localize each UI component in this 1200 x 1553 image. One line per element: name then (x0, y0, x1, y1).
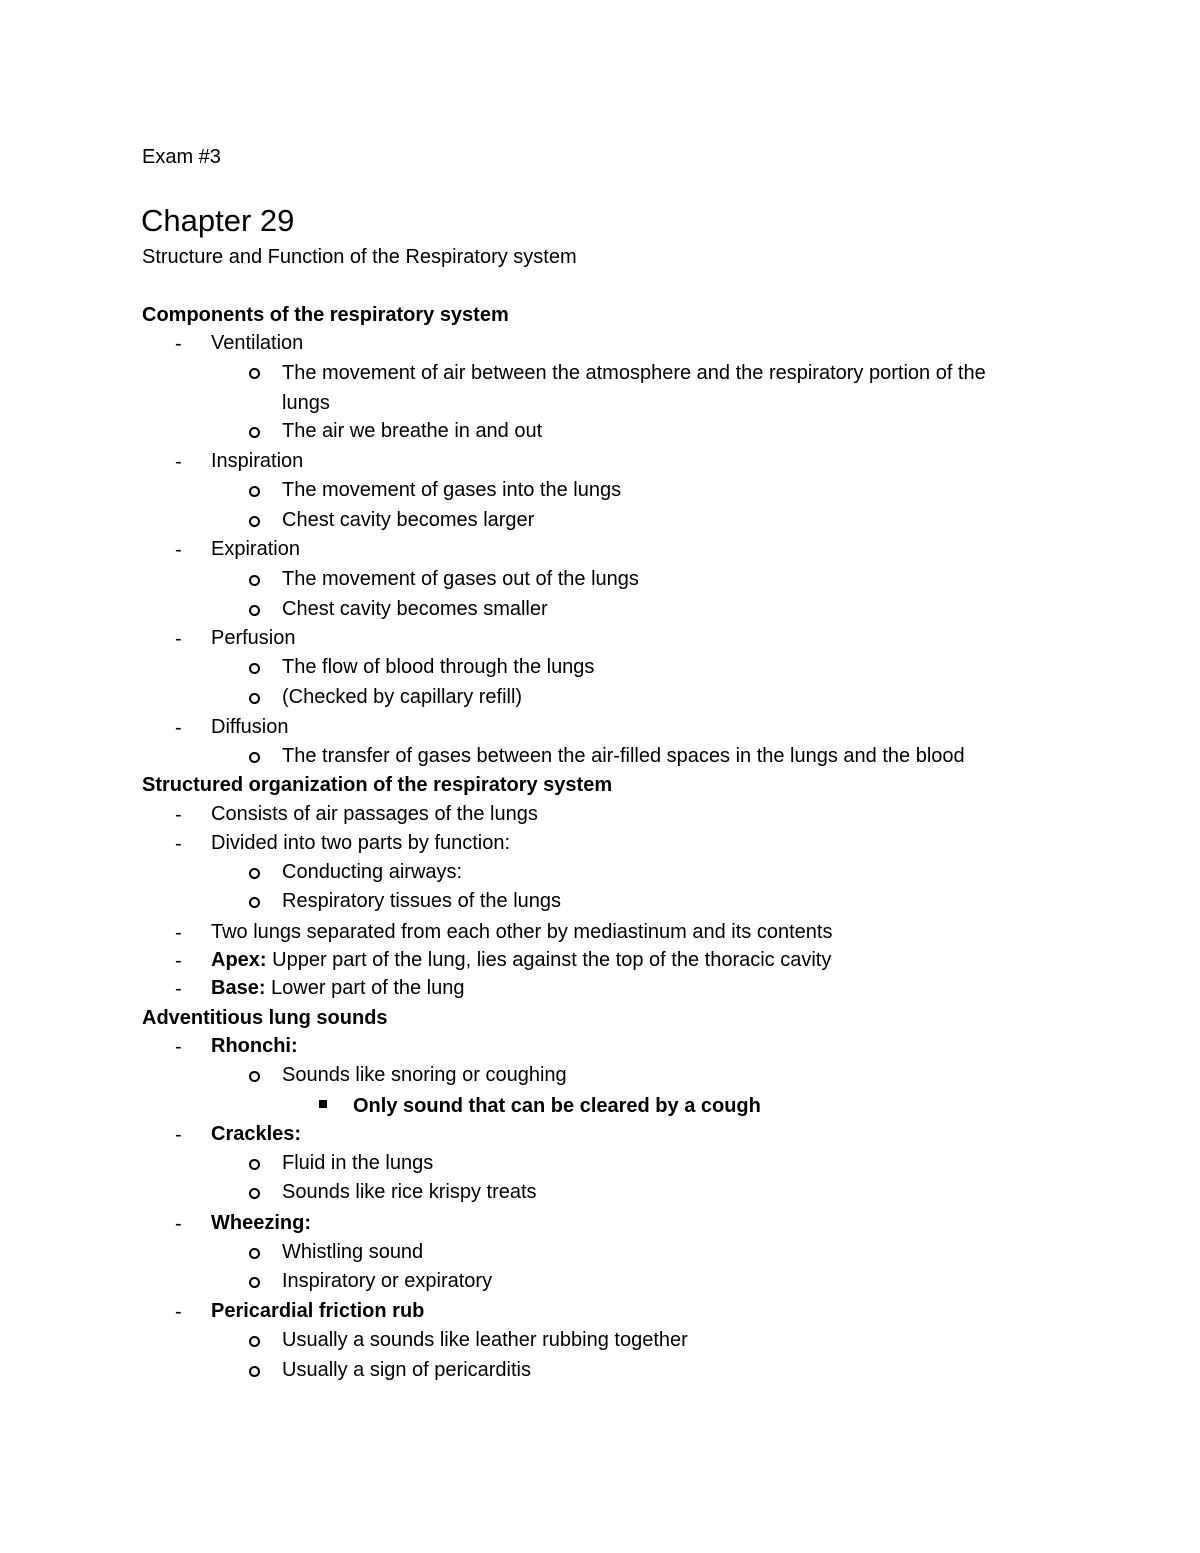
list-subitem: Usually a sounds like leather rubbing together (282, 1329, 688, 1351)
circle-bullet-icon (249, 663, 260, 674)
dash-bullet: - (175, 1124, 182, 1146)
list-subitem-continued: lungs (282, 392, 330, 414)
circle-bullet-icon (249, 368, 260, 379)
list-subitem: Inspiratory or expiratory (282, 1270, 493, 1292)
list-subitem: The movement of gases out of the lungs (282, 568, 639, 590)
circle-bullet-icon (249, 1159, 260, 1170)
base-text: Lower part of the lung (265, 977, 465, 999)
square-bullet-icon (319, 1100, 327, 1108)
dash-bullet: - (175, 539, 182, 561)
list-item-crackles: Crackles: (211, 1123, 302, 1145)
list-subitem: Sounds like snoring or coughing (282, 1064, 567, 1086)
list-subitem: Usually a sign of pericarditis (282, 1359, 531, 1381)
list-item-apex (211, 947, 831, 973)
list-item-friction-rub: Pericardial friction rub (211, 1300, 425, 1322)
circle-bullet-icon (249, 1366, 260, 1377)
dash-bullet: - (175, 833, 182, 855)
list-item-rhonchi: Rhonchi: (211, 1035, 298, 1057)
list-subitem: Chest cavity becomes larger (282, 509, 535, 531)
chapter-title: Chapter 29 (141, 203, 295, 238)
list-item-base (211, 975, 465, 1001)
list-subitem: The transfer of gases between the air-filled spaces in the lungs and the blood (282, 745, 965, 767)
section-heading-sounds: Adventitious lung sounds (142, 1007, 388, 1029)
list-item-diffusion: Diffusion (211, 716, 289, 738)
exam-label: Exam #3 (142, 146, 221, 168)
list-subitem: (Checked by capillary refill) (282, 686, 523, 708)
list-item-wheezing: Wheezing: (211, 1212, 311, 1234)
list-subitem: Whistling sound (282, 1241, 424, 1263)
circle-bullet-icon (249, 693, 260, 704)
dash-bullet: - (175, 451, 182, 473)
dash-bullet: - (175, 804, 182, 826)
list-subitem: The movement of gases into the lungs (282, 479, 622, 501)
list-item-ventilation: Ventilation (211, 332, 304, 354)
list-subitem: Sounds like rice krispy treats (282, 1181, 537, 1203)
list-subitem: The movement of air between the atmosphere and the respiratory portion of the (282, 362, 986, 384)
list-subitem: The flow of blood through the lungs (282, 656, 595, 678)
dash-bullet: - (175, 950, 182, 972)
circle-bullet-icon (249, 605, 260, 616)
circle-bullet-icon (249, 427, 260, 438)
section-heading-components: Components of the respiratory system (142, 304, 509, 326)
list-item-perfusion: Perfusion (211, 627, 296, 649)
base-label: Base: (211, 977, 266, 999)
circle-bullet-icon (249, 486, 260, 497)
circle-bullet-icon (249, 1277, 260, 1288)
apex-text: Upper part of the lung, lies against the top of the thoracic cavity (266, 949, 832, 971)
dash-bullet: - (175, 717, 182, 739)
list-subitem: The air we breathe in and out (282, 420, 543, 442)
list-item-inspiration: Inspiration (211, 450, 304, 472)
section-heading-structure: Structured organization of the respiratory system (142, 774, 613, 796)
list-subitem: Conducting airways: (282, 861, 463, 883)
list-subsubitem: Only sound that can be cleared by a cough (353, 1095, 761, 1117)
chapter-subtitle: Structure and Function of the Respiratory system (142, 246, 577, 268)
dash-bullet: - (175, 978, 182, 1000)
circle-bullet-icon (249, 516, 260, 527)
list-item: Two lungs separated from each other by mediastinum and its contents (211, 921, 833, 943)
apex-label: Apex: (211, 949, 267, 971)
list-subitem: Fluid in the lungs (282, 1152, 434, 1174)
dash-bullet: - (175, 333, 182, 355)
circle-bullet-icon (249, 1188, 260, 1199)
list-item: Divided into two parts by function: (211, 832, 511, 854)
circle-bullet-icon (249, 1071, 260, 1082)
circle-bullet-icon (249, 575, 260, 586)
circle-bullet-icon (249, 752, 260, 763)
dash-bullet: - (175, 1036, 182, 1058)
circle-bullet-icon (249, 1248, 260, 1259)
dash-bullet: - (175, 1301, 182, 1323)
list-subitem: Chest cavity becomes smaller (282, 598, 548, 620)
dash-bullet: - (175, 922, 182, 944)
circle-bullet-icon (249, 897, 260, 908)
list-item-expiration: Expiration (211, 538, 300, 560)
circle-bullet-icon (249, 1336, 260, 1347)
list-subitem: Respiratory tissues of the lungs (282, 890, 562, 912)
list-item: Consists of air passages of the lungs (211, 803, 538, 825)
dash-bullet: - (175, 1213, 182, 1235)
circle-bullet-icon (249, 868, 260, 879)
dash-bullet: - (175, 628, 182, 650)
